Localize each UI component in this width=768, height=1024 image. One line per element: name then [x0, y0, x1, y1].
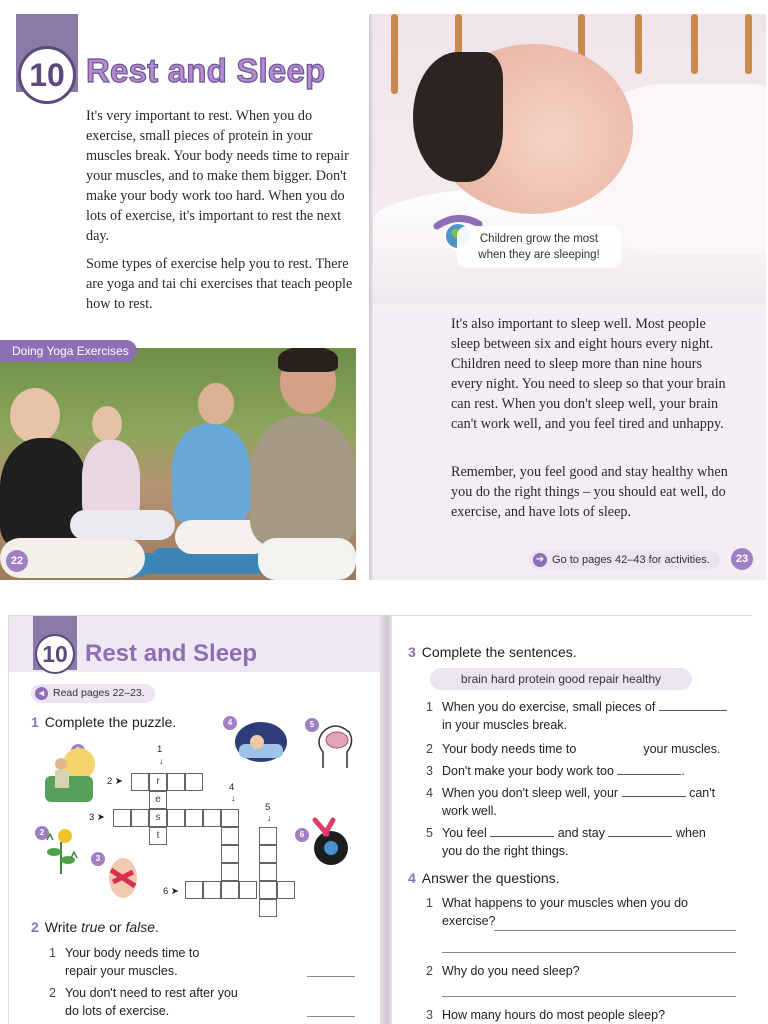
question-number: 3 — [408, 644, 416, 660]
baby-hair — [413, 52, 503, 182]
question-title: Complete the puzzle. — [44, 714, 177, 730]
puzzle-cell[interactable] — [185, 809, 203, 827]
picture-number: 6 — [295, 828, 309, 842]
brain-head-icon — [313, 722, 357, 772]
arrow-down-icon: ↓ — [159, 756, 164, 766]
person-body — [82, 440, 140, 520]
sentence-item: 4 When you don't sleep well, your can't work well. — [426, 786, 716, 818]
person-hair — [278, 348, 338, 372]
blank[interactable] — [622, 785, 686, 797]
paragraph-yoga: Some types of exercise help you to rest. There are yoga and tai chi exercises that teach people how to rest. — [86, 256, 353, 312]
puzzle-cell[interactable] — [221, 863, 239, 881]
tf-item: 1 Your body needs time to repair your muscles. — [49, 946, 200, 978]
clue-number: 4 — [229, 782, 235, 793]
puzzle-cell[interactable] — [167, 773, 185, 791]
textbook-page-right — [373, 14, 766, 580]
sentence-item: 1 When you do exercise, small pieces of in your muscles break. — [426, 698, 727, 734]
read-pages-link[interactable] — [31, 684, 155, 703]
puzzle-cell[interactable]: r — [149, 773, 167, 791]
clue-number: 6 ➤ — [163, 886, 179, 897]
puzzle-cell[interactable] — [131, 809, 149, 827]
tf-item: 2 You don't need to rest after you do lots of exercise. — [49, 986, 238, 1018]
puzzle-cell[interactable] — [221, 827, 239, 845]
question-title: Complete the sentences. — [421, 644, 577, 660]
crib-bar — [635, 14, 642, 74]
growing-plant-icon — [41, 828, 81, 876]
arrow-right-icon: ➔ — [533, 553, 547, 567]
blank[interactable] — [659, 699, 727, 711]
crib-bar — [745, 14, 752, 74]
page-number: 23 — [731, 548, 753, 570]
person-legs — [258, 538, 356, 580]
goto-activities-link[interactable] — [529, 550, 720, 570]
blank[interactable] — [580, 741, 640, 753]
puzzle-cell[interactable] — [259, 881, 277, 899]
question-title: Write — [44, 919, 82, 935]
sleeping-baby-photo — [373, 14, 766, 314]
chapter-title: Rest and Sleep — [85, 640, 258, 667]
puzzle-cell[interactable] — [221, 809, 239, 827]
puzzle-cell[interactable] — [113, 809, 131, 827]
true-word: true — [81, 919, 106, 935]
person-body — [172, 424, 250, 524]
clue-number: 5 — [265, 802, 271, 813]
puzzle-cell[interactable]: e — [149, 791, 167, 809]
answer-line[interactable] — [307, 976, 355, 977]
chapter-number-badge: 10 — [35, 634, 75, 674]
puzzle-cell[interactable] — [203, 809, 221, 827]
page-number: 22 — [6, 550, 28, 572]
sleeping-boy-icon — [233, 720, 289, 764]
puzzle-cell[interactable] — [259, 899, 277, 917]
answer-line[interactable] — [494, 930, 736, 931]
question-3-heading — [408, 644, 577, 660]
puzzle-cell[interactable]: s — [149, 809, 167, 827]
sentence-item: 3 Don't make your body work too . — [426, 764, 685, 778]
person-head — [10, 388, 60, 443]
chapter-number-badge: 10 — [18, 46, 76, 104]
question-2-heading — [31, 919, 159, 935]
answer-line[interactable] — [442, 952, 736, 953]
arrow-down-icon: ↓ — [267, 813, 272, 823]
picture-number: 3 — [91, 852, 105, 866]
person-head — [92, 406, 122, 442]
crib-bar — [691, 14, 698, 74]
yoga-photo — [0, 348, 356, 580]
puzzle-cell[interactable] — [259, 827, 277, 845]
blank[interactable] — [490, 825, 554, 837]
question-item: 2 Why do you need sleep? — [426, 964, 580, 978]
question-4-heading — [408, 870, 560, 886]
paragraph-remember: Remember, you feel good and stay healthy when you do the right things – you should eat well, do exercise, and have lots of sleep. — [451, 464, 728, 520]
arrow-down-icon: ↓ — [231, 793, 236, 803]
textbook-page-left — [0, 14, 370, 580]
person-body — [250, 416, 356, 546]
crib-bar — [391, 14, 398, 94]
armchair-rest-icon — [39, 746, 103, 808]
puzzle-cell[interactable] — [131, 773, 149, 791]
false-word: false — [125, 919, 156, 935]
question-item: 1 What happens to your muscles when you do exercise? — [426, 896, 688, 928]
question-number: 4 — [408, 870, 416, 886]
workbook-page-right — [392, 615, 752, 1024]
puzzle-cell[interactable] — [167, 809, 185, 827]
chapter-title: Rest and Sleep — [86, 52, 326, 89]
picture-number: 2 — [35, 826, 49, 840]
picture-number: 4 — [223, 716, 237, 730]
read-pages-text: Read pages 22–23. — [53, 687, 145, 699]
question-number: 2 — [31, 919, 39, 935]
puzzle-cell[interactable] — [203, 881, 221, 899]
sentence-item: 5 You feel and stay when you do the right things. — [426, 826, 706, 858]
question-title: or — [105, 919, 126, 935]
muscle-arm-icon — [101, 852, 145, 904]
arrow-left-icon: ◄ — [35, 687, 48, 700]
word-bank: brain hard protein good repair healthy — [430, 668, 692, 690]
workbook-page-left — [8, 615, 382, 1024]
question-number: 1 — [31, 714, 39, 730]
question-title: Answer the questions. — [421, 870, 560, 886]
question-item: 3 How many hours do most people sleep? — [426, 1008, 666, 1022]
person-legs — [70, 510, 175, 540]
puzzle-cell[interactable] — [259, 863, 277, 881]
protein-tire-icon — [307, 814, 351, 868]
sentence-item: 2 Your body needs time to your muscles. — [426, 742, 721, 756]
puzzle-cell[interactable] — [239, 881, 257, 899]
puzzle-cell[interactable] — [185, 773, 203, 791]
picture-number: 5 — [305, 718, 319, 732]
blank[interactable] — [617, 763, 681, 775]
answer-line[interactable] — [307, 1016, 355, 1017]
puzzle-cell[interactable] — [277, 881, 295, 899]
paragraph-sleep: It's also important to sleep well. Most people sleep between six and eight hours every night. Children need to sleep more than nine hours every night. You need to sleep so that your brain can rest. When you don't sleep well, your brain can't work well, and you feel tired and unhappy. — [451, 316, 726, 432]
discover-fact: Children grow the most when they are sleeping! — [457, 226, 621, 268]
puzzle-cell[interactable] — [221, 881, 239, 899]
clue-number: 2 ➤ — [107, 776, 123, 787]
paragraph-rest: It's very important to rest. When you do exercise, small pieces of protein in your muscles break. Your body needs time to repair your muscles, and to make them bigger. Don't make your body work too hard. When you do lots of exercise, it's important to rest the next day. — [86, 108, 349, 244]
clue-number: 1 — [157, 744, 163, 755]
photo-caption-label: Doing Yoga Exercises — [0, 340, 137, 362]
answer-line[interactable] — [442, 996, 736, 997]
puzzle-cell[interactable]: t — [149, 827, 167, 845]
clue-number: 3 ➤ — [89, 812, 105, 823]
person-head — [198, 383, 234, 425]
question-1-heading — [31, 714, 176, 730]
question-title: . — [155, 919, 159, 935]
puzzle-cell[interactable] — [259, 845, 277, 863]
goto-text: Go to pages 42–43 for activities. — [552, 554, 710, 566]
puzzle-cell[interactable] — [185, 881, 203, 899]
blank[interactable] — [608, 825, 672, 837]
puzzle-cell[interactable] — [221, 845, 239, 863]
